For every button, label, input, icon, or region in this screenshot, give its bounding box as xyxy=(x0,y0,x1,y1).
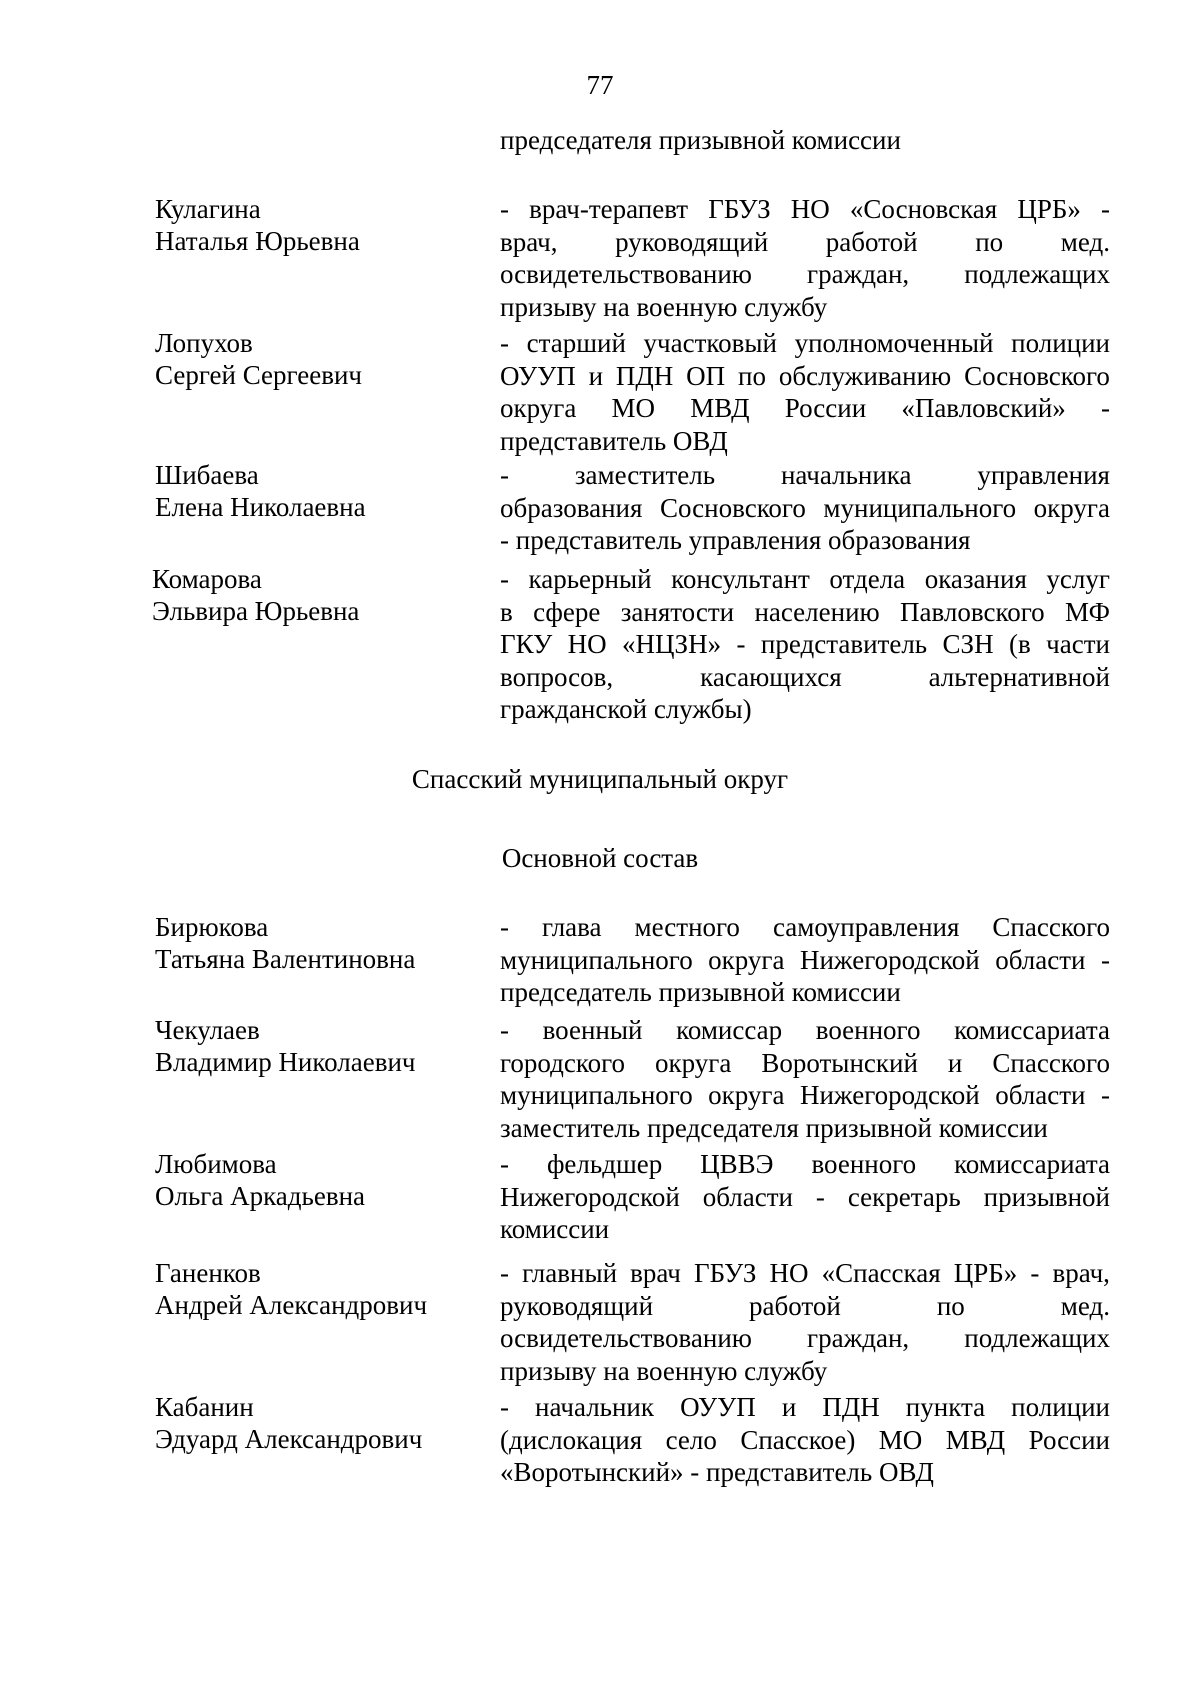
description-word: и xyxy=(588,360,604,391)
description-word: части xyxy=(1046,629,1110,659)
member-given-names: Татьяна Валентиновна xyxy=(155,944,416,974)
member-role-description xyxy=(500,193,1110,323)
description-word: МО xyxy=(878,1424,923,1455)
description-word: округа xyxy=(708,1080,785,1110)
description-word: гражданской службы) xyxy=(500,694,752,724)
member-name xyxy=(155,1148,475,1212)
description-word: России xyxy=(784,393,867,423)
description-word: председатель призывной комиссии xyxy=(500,977,901,1007)
description-line xyxy=(500,628,1110,661)
member-surname: Ганенков xyxy=(155,1258,261,1288)
description-word: - xyxy=(1030,1258,1040,1288)
description-word: Воротынский xyxy=(761,1047,918,1078)
description-word: муниципального xyxy=(500,944,693,975)
description-line xyxy=(500,976,1110,1009)
description-word: главный xyxy=(522,1258,618,1288)
continuation-text: председателя призывной комиссии xyxy=(500,125,901,155)
member-name xyxy=(155,459,475,523)
subsection-title: Основной состав xyxy=(501,843,699,873)
description-line xyxy=(500,1047,1110,1080)
description-word: представитель ОВД xyxy=(500,425,728,456)
description-word: Спасского xyxy=(992,912,1110,942)
description-word: «Спасская xyxy=(821,1258,941,1288)
description-word: местного xyxy=(634,912,740,942)
description-word: населению xyxy=(754,596,880,627)
description-word: фельдшер xyxy=(546,1149,663,1179)
description-word: области xyxy=(995,1080,1086,1110)
description-word: Спасское) xyxy=(740,1424,856,1455)
description-word: России xyxy=(1028,1424,1110,1455)
description-word: призыву на военную службу xyxy=(500,291,828,322)
description-word: МФ xyxy=(1064,596,1110,627)
description-line xyxy=(500,492,1110,525)
description-word: работой xyxy=(825,226,918,257)
description-word: заместитель председателя призывной комиссии xyxy=(500,1112,1048,1143)
member-given-names: Андрей Александрович xyxy=(155,1290,428,1320)
description-line xyxy=(500,1148,1110,1181)
description-word: округа xyxy=(1033,492,1110,523)
description-line xyxy=(500,1290,1110,1323)
member-name xyxy=(155,327,475,391)
description-word: (дислокация xyxy=(500,1424,643,1455)
description-word: ОП xyxy=(686,360,726,391)
description-line xyxy=(500,459,1110,492)
description-word: «Павловский» xyxy=(901,393,1066,423)
description-line xyxy=(500,944,1110,977)
description-word: ГБУЗ xyxy=(708,194,771,224)
description-word: военного xyxy=(811,1149,917,1179)
description-line xyxy=(500,1391,1110,1424)
member-surname: Комарова xyxy=(152,564,262,594)
member-surname: Шибаева xyxy=(155,460,259,490)
description-word: освидетельствованию xyxy=(500,259,752,289)
description-word: мед. xyxy=(1060,226,1110,257)
description-word: врач, xyxy=(1052,1258,1110,1288)
description-word: руководящий xyxy=(500,1290,654,1321)
description-word: (в xyxy=(1009,629,1031,659)
description-line xyxy=(500,327,1110,360)
description-line xyxy=(500,524,1110,557)
description-word: области xyxy=(702,1181,793,1212)
description-word: представитель xyxy=(760,629,928,659)
description-word: Нижегородской xyxy=(500,1181,680,1212)
description-word: - представитель управления образования xyxy=(500,525,971,555)
description-line xyxy=(500,425,1110,458)
description-word: ПДН xyxy=(615,360,674,391)
description-word: Спасского xyxy=(992,1047,1110,1078)
description-line xyxy=(500,193,1110,226)
description-line xyxy=(500,226,1110,259)
member-role-description xyxy=(500,459,1110,557)
description-word: касающихся xyxy=(700,661,842,692)
description-word: пункта xyxy=(905,1392,986,1422)
member-surname: Любимова xyxy=(155,1149,277,1179)
description-word: село xyxy=(665,1424,717,1455)
description-word: по xyxy=(738,360,766,391)
description-word: уполномоченный xyxy=(794,328,994,358)
description-word: МВД xyxy=(690,393,750,423)
description-word: глава xyxy=(542,912,602,942)
description-word: - xyxy=(500,912,509,942)
description-word: - xyxy=(500,1149,509,1179)
description-word: ЦВВЭ xyxy=(700,1149,774,1179)
description-word: отдела xyxy=(829,564,906,594)
member-given-names: Сергей Сергеевич xyxy=(155,360,363,390)
description-word: «Сосновская xyxy=(849,194,998,224)
continuation-line xyxy=(500,124,1110,157)
member-role-description xyxy=(500,1014,1110,1144)
description-word: НО xyxy=(790,194,830,224)
description-word: - xyxy=(736,629,746,659)
description-word: городского xyxy=(500,1047,625,1078)
description-word: ОУУП xyxy=(500,360,576,391)
member-name xyxy=(155,193,475,257)
description-line xyxy=(500,1257,1110,1290)
description-word: ГКУ xyxy=(500,629,553,659)
description-word: альтернативной xyxy=(928,661,1110,692)
member-given-names: Эльвира Юрьевна xyxy=(152,596,360,626)
description-word: сфере xyxy=(533,596,601,627)
description-word: и xyxy=(781,1392,797,1422)
description-word: НО xyxy=(769,1258,809,1288)
member-name xyxy=(155,1391,475,1455)
description-word: управления xyxy=(977,460,1110,490)
member-given-names: Ольга Аркадьевна xyxy=(155,1181,366,1211)
description-word: начальника xyxy=(780,460,912,490)
member-surname: Лопухов xyxy=(155,328,253,358)
description-word: военный xyxy=(542,1015,643,1045)
description-word: по xyxy=(975,226,1004,257)
description-word: муниципального xyxy=(823,492,1017,523)
description-line xyxy=(500,911,1110,944)
description-word: самоуправления xyxy=(772,912,960,942)
description-word: - xyxy=(1101,194,1110,224)
member-surname: Кулагина xyxy=(155,194,261,224)
description-word: ПДН xyxy=(822,1392,880,1422)
description-word: участковый xyxy=(643,328,777,358)
description-word: военного xyxy=(815,1015,921,1045)
description-word: - xyxy=(500,564,509,594)
description-word: занятости xyxy=(620,596,735,627)
description-word: МО xyxy=(611,393,656,423)
member-name xyxy=(155,1257,475,1321)
description-word: врач-терапевт xyxy=(529,194,689,224)
description-word: работой xyxy=(749,1290,841,1321)
description-word: образования xyxy=(500,492,643,523)
description-word: - xyxy=(815,1181,825,1212)
description-word: мед. xyxy=(1060,1290,1110,1321)
description-line xyxy=(500,1322,1110,1355)
description-word: граждан, xyxy=(807,259,910,289)
description-word: Сосновского xyxy=(660,492,806,523)
description-word: - xyxy=(500,1258,509,1288)
description-word: - xyxy=(500,460,509,490)
description-word: призывной xyxy=(983,1181,1110,1212)
member-given-names: Владимир Николаевич xyxy=(155,1047,416,1077)
description-word: подлежащих xyxy=(964,259,1110,289)
description-word: вопросов, xyxy=(500,661,614,692)
description-word: - xyxy=(1100,1080,1110,1110)
description-line xyxy=(500,596,1110,629)
member-role-description xyxy=(500,563,1110,726)
member-role-description xyxy=(500,327,1110,457)
description-word: комиссии xyxy=(500,1214,610,1244)
member-role-description xyxy=(500,1148,1110,1246)
description-line xyxy=(500,661,1110,694)
member-given-names: Елена Николаевна xyxy=(155,492,366,522)
member-given-names: Наталья Юрьевна xyxy=(155,226,360,256)
description-word: полиции xyxy=(1011,1392,1110,1422)
description-word: освидетельствованию xyxy=(500,1323,752,1353)
description-word: в xyxy=(500,596,513,627)
description-word: - xyxy=(500,1392,509,1422)
description-line xyxy=(500,258,1110,291)
member-surname: Чекулаев xyxy=(155,1015,260,1045)
description-word: консультант xyxy=(671,564,810,594)
description-line xyxy=(500,392,1110,425)
description-word: старший xyxy=(526,328,626,358)
description-word: ГБУЗ xyxy=(693,1258,757,1288)
description-word: ЦРБ» xyxy=(953,1258,1018,1288)
description-word: ОУУП xyxy=(680,1392,756,1422)
description-word: секретарь xyxy=(847,1181,961,1212)
description-word: - xyxy=(500,194,509,224)
member-name xyxy=(152,563,472,627)
description-word: ЦРБ» xyxy=(1017,194,1081,224)
description-word: карьерный xyxy=(528,564,652,594)
description-line xyxy=(500,1079,1110,1112)
description-word: полиции xyxy=(1011,328,1110,358)
description-word: - xyxy=(1100,944,1110,975)
description-word: врач xyxy=(630,1258,681,1288)
description-word: оказания xyxy=(924,564,1027,594)
member-surname: Кабанин xyxy=(155,1392,254,1422)
description-line xyxy=(500,1112,1110,1145)
description-word: СЗН xyxy=(942,629,994,659)
description-word: и xyxy=(947,1047,963,1078)
description-word: НО xyxy=(567,629,607,659)
description-word: подлежащих xyxy=(964,1323,1110,1353)
description-word: обслуживанию xyxy=(778,360,952,391)
description-line xyxy=(500,1424,1110,1457)
description-word: округа xyxy=(655,1047,732,1078)
description-word: комиссар xyxy=(676,1015,783,1045)
description-line xyxy=(500,360,1110,393)
description-word: - xyxy=(500,1015,509,1045)
description-word: - xyxy=(1100,393,1110,423)
page-number: 77 xyxy=(586,70,614,100)
member-given-names: Эдуард Александрович xyxy=(155,1424,423,1454)
description-line xyxy=(500,563,1110,596)
description-word: заместитель xyxy=(574,460,716,490)
description-word: округа xyxy=(500,393,577,423)
description-line xyxy=(500,291,1110,324)
description-word: МВД xyxy=(945,1424,1006,1455)
description-word: - xyxy=(500,328,509,358)
description-word: Нижегородской xyxy=(799,944,980,975)
description-word: руководящий xyxy=(615,226,769,257)
description-word: комиссариата xyxy=(954,1149,1110,1179)
member-surname: Бирюкова xyxy=(155,912,269,942)
description-word: муниципального xyxy=(500,1080,693,1110)
description-word: услуг xyxy=(1046,564,1110,594)
description-word: области xyxy=(995,944,1086,975)
description-word: «Воротынский» - представитель ОВД xyxy=(500,1457,934,1487)
description-word: граждан, xyxy=(807,1323,910,1353)
member-role-description xyxy=(500,1257,1110,1387)
description-word: Павловского xyxy=(900,596,1045,627)
description-line xyxy=(500,1456,1110,1489)
description-line xyxy=(500,1014,1110,1047)
member-role-description xyxy=(500,1391,1110,1489)
description-word: округа xyxy=(708,944,785,975)
description-line xyxy=(500,1213,1110,1246)
description-word: «НЦЗН» xyxy=(622,629,722,659)
description-word: врач, xyxy=(500,226,558,257)
description-line xyxy=(500,1181,1110,1214)
description-line xyxy=(500,693,1110,726)
description-line xyxy=(500,1355,1110,1388)
description-word: призыву на военную службу xyxy=(500,1355,828,1386)
section-title: Спасский муниципальный округ xyxy=(411,764,789,794)
member-name xyxy=(155,911,475,975)
description-word: Нижегородской xyxy=(799,1080,980,1110)
description-word: начальник xyxy=(535,1392,655,1422)
member-name xyxy=(155,1014,475,1078)
description-word: комиссариата xyxy=(954,1015,1110,1045)
description-word: Сосновского xyxy=(964,360,1110,391)
member-role-description xyxy=(500,911,1110,1009)
description-word: по xyxy=(936,1290,965,1321)
